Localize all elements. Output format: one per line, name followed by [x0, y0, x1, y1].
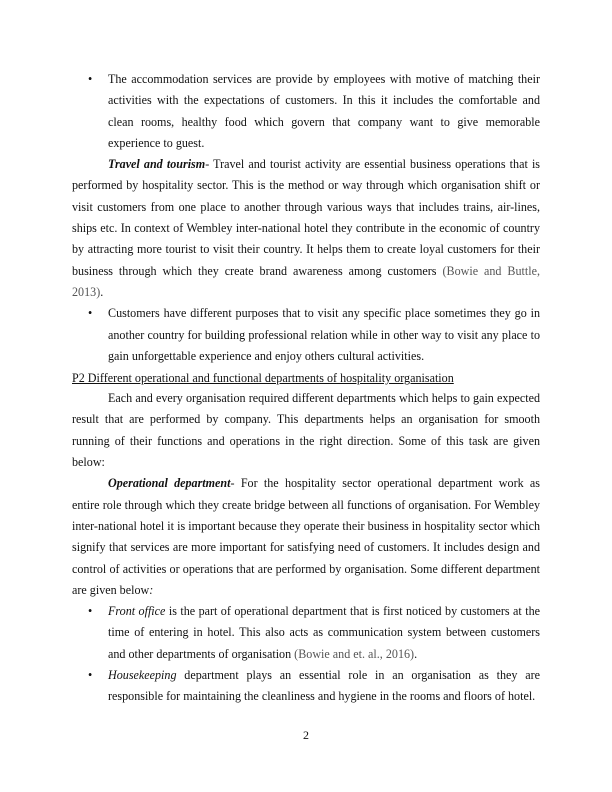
- operational-label: Operational department: [108, 476, 231, 491]
- page-number: 2: [303, 728, 309, 742]
- page-content: [72, 69, 540, 708]
- travel-text: Travel and tourist activity are essential business operations that is performed by hospitality sector. This is the method or way through which organisation shift or visit customers from one place to another through various ways that includes trains, air-lines, ships etc. In context of Wembley inter-national hotel they contribute in the economic of country by attracting more tourist to visit their country. It helps them to create loyal customers for their business through which they create brand awareness among customers: [72, 157, 541, 278]
- operational-dash: -: [230, 476, 235, 491]
- bullet-front-office: [72, 601, 540, 665]
- bullet-icon: •: [88, 72, 93, 86]
- bullet-icon: •: [88, 604, 93, 619]
- travel-label: Travel and tourism: [108, 157, 206, 172]
- housekeeping-term: Housekeeping: [108, 668, 177, 683]
- front-office-text: is the part of operational department that is first noticed by customers at the time of entering in hotel. This also acts as communication system between customers and other departments of organisation: [108, 604, 540, 661]
- operational-text: For the hospitality sector operational department work as entire role through which they create bridge between all functions of organisation. For Wembley inter-national hotel it is important because they operate their business in hospitality sector which signify that services are more important for satisfying need of customers. It includes design and control of activities or operations that are performed by organisation. Some different department are given below: [72, 476, 540, 597]
- operational-paragraph: [72, 473, 540, 601]
- front-office-term: Front office: [108, 604, 166, 619]
- front-office-end: .: [414, 646, 418, 661]
- section-heading: P2 Different operational and functional departments of hospitality organisation: [72, 371, 454, 386]
- bullet-icon: •: [88, 668, 93, 683]
- bullet-text: Customers have different purposes that to visit any specific place sometimes they go in another country for building professional relation while in other way to visit any place to gain unforgettable experience and enjoy others cultural activities.: [108, 306, 540, 363]
- travel-citation: (Bowie and Buttle, 2013): [72, 263, 540, 299]
- bullet-accommodation: [72, 69, 540, 154]
- bullet-text: [108, 665, 540, 708]
- front-office-citation: (Bowie and et. al., 2016): [294, 646, 415, 661]
- travel-end: .: [100, 284, 104, 299]
- bullet-text: [108, 601, 540, 665]
- travel-paragraph: [72, 154, 540, 303]
- operational-colon: :: [149, 582, 154, 597]
- bullet-customers: [72, 303, 540, 367]
- travel-dash: -: [205, 157, 210, 172]
- bullet-housekeeping: [72, 665, 540, 708]
- bullet-icon: •: [88, 306, 93, 321]
- bullet-text: The accommodation services are provide by employees with motive of matching their activities with the expectations of customers. In this it includes the comfortable and clean rooms, healthy food which govern that company want to give memorable experience to guest.: [108, 72, 540, 150]
- housekeeping-text: department plays an essential role in an organisation as they are responsible for maintaining the cleanliness and hygiene in the rooms and floors of hotel.: [108, 668, 540, 704]
- intro-paragraph: Each and every organisation required different departments which helps to gain expected result that are performed by company. This departments helps an organisation for smooth running of their functions and operations in the right direction. Some of this task are given below:: [72, 391, 540, 470]
